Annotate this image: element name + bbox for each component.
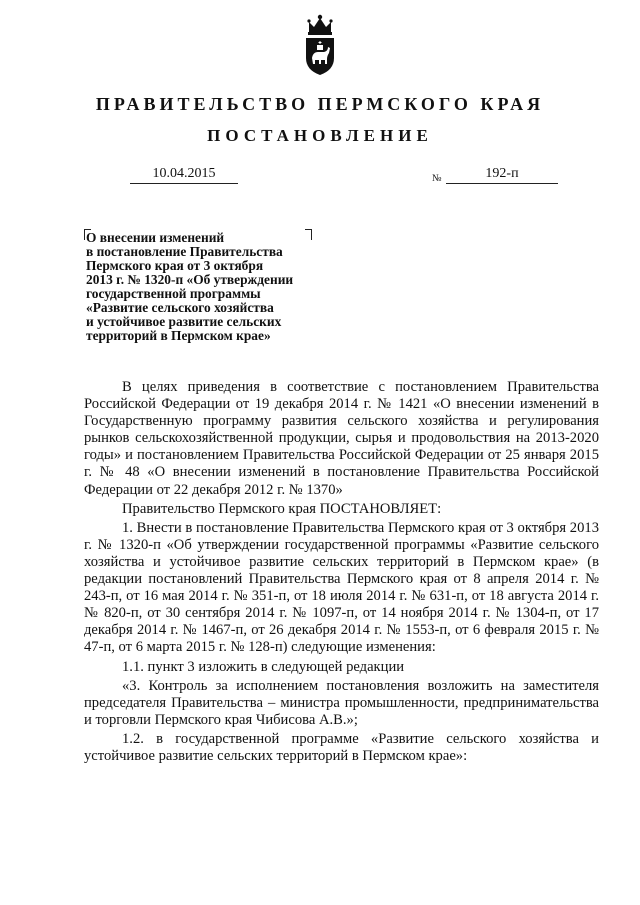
subject-line: О внесении изменений: [86, 230, 225, 245]
item-1-1-quote-paragraph: «3. Контроль за исполнением постановления возложить на заместителя председателя Правительства – министра промышленности, предпринимательства и торговли Пермского края Чибисова А.В.»;: [84, 677, 599, 728]
document-subject: [86, 231, 326, 343]
document-type: ПОСТАНОВЛЕНИЕ: [207, 126, 433, 145]
subject-line: «Развитие сельского хозяйства: [86, 300, 274, 315]
number-sign: №: [432, 173, 442, 184]
item-1-2-paragraph: 1.2. в государственной программе «Развитие сельского хозяйства и устойчивое развитие сельских территорий в Пермском крае»:: [84, 730, 599, 764]
subject-line: и устойчивое развитие сельских: [86, 314, 282, 329]
subject-line: государственной программы: [86, 286, 261, 301]
document-date: 10.04.2015: [130, 165, 238, 184]
subject-line: Пермского края от 3 октября: [86, 258, 264, 273]
organization-title: ПРАВИТЕЛЬСТВО ПЕРМСКОГО КРАЯ: [95, 94, 545, 114]
subject-line: 2013 г. № 1320-п «Об утверждении: [86, 272, 294, 287]
resolution-paragraph: Правительство Пермского края ПОСТАНОВЛЯЕТ:: [122, 500, 442, 517]
document-body: [84, 379, 599, 765]
item-1-1-paragraph: 1.1. пункт 3 изложить в следующей редакции: [122, 658, 405, 675]
document-number: 192-п: [446, 165, 558, 184]
subject-line: территорий в Пермском крае»: [86, 328, 271, 343]
perm-krai-coat-of-arms-icon: [303, 12, 337, 76]
item-1-paragraph: 1. Внести в постановление Правительства Пермского края от 3 октября 2013 г. № 1320-п «Об утверждении государственной программы «Развитие сельского хозяйства и устойчивое развитие сельских территорий в Пермском крае» (в редакции постановлений Правительства Пермского края от 8 апреля 2014 г. № 243-п, от 16 мая 2014 г. № 351-п, от 18 июля 2014 г. № 631-п, от 18 августа 2014 г. № 820-п, от 30 сентября 2014 г. № 1097-п, от 14 ноября 2014 г. № 1304-п, от 17 декабря 2014 г. № 1467-п, от 26 декабря 2014 г. № 1553-п, от 6 февраля 2015 г. № 47-п, от 6 марта 2015 г. № 128-п) следующие изменения:: [84, 519, 599, 656]
preamble-paragraph: В целях приведения в соответствие с постановлением Правительства Российской Федерации от 19 декабря 2014 г. № 1421 «О внесении изменений в Государственную программу развития сельского хозяйства и регулирования рынков сельскохозяйственной продукции, сырья и продовольствия на 2013-2020 годы» и постановлением Правительства Российской Федерации от 25 января 2015 г. № 48 «О внесении изменений в постановление Правительства Российской Федерации от 22 декабря 2012 г. № 1370»: [84, 379, 599, 498]
subject-line: в постановление Правительства: [86, 244, 283, 259]
